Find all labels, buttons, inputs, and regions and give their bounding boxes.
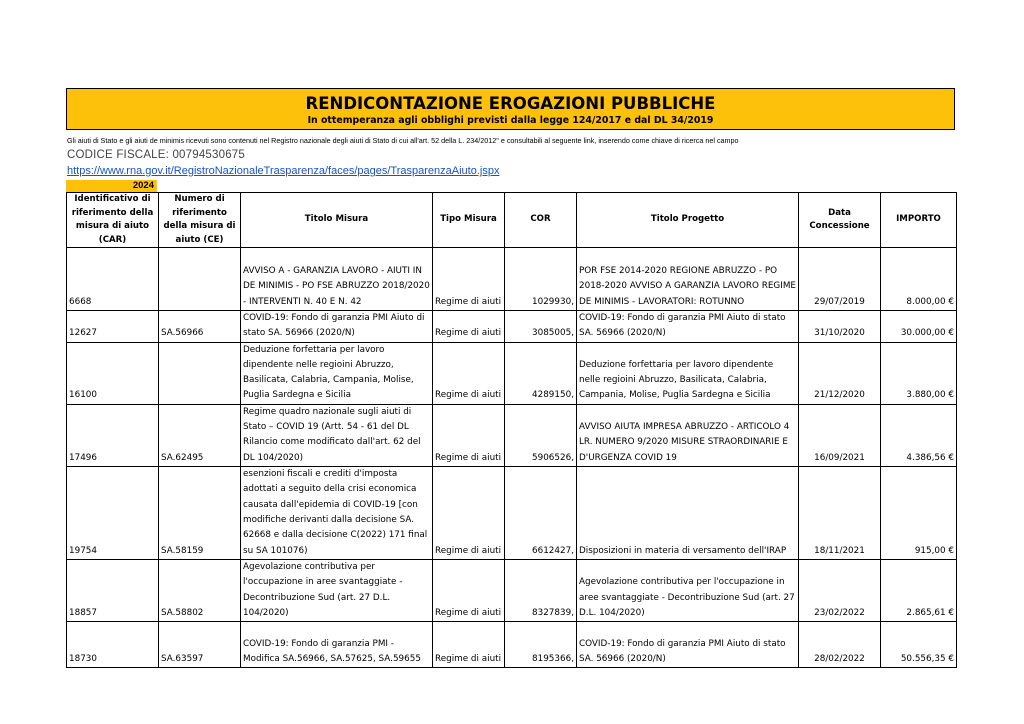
- column-header-tipo-misura: Tipo Misura: [433, 193, 505, 248]
- tipo-misura-cell: Regime di aiuti: [433, 342, 505, 404]
- table-row: [67, 342, 957, 404]
- registry-note: Gli aiuti di Stato e gli aiuti de minimis ricevuti sono contenuti nel Registro nazionale degli aiuti di Stato di cui all'art. 52 della L. 234/2012" e consultabili al seguente link, inserendo come chiave di ricerca nel campo: [67, 136, 739, 145]
- titolo-misura-cell: COVID-19: Fondo di garanzia PMI - Modifica SA.56966, SA.57625, SA.59655: [241, 622, 433, 668]
- column-header-ce: Numero di riferimento della misura di aiuto (CE): [159, 193, 241, 248]
- cor-cell: 3085005,: [505, 311, 577, 343]
- cor-cell: 5906526,: [505, 404, 577, 466]
- importo-cell: 915,00 €: [881, 466, 957, 559]
- column-header-importo: IMPORTO: [881, 193, 957, 248]
- car-cell: 16100: [67, 342, 159, 404]
- table-body: [67, 248, 957, 668]
- cor-cell: 8195366,: [505, 622, 577, 668]
- ce-cell: [159, 248, 241, 311]
- data-concessione-cell: 18/11/2021: [799, 466, 881, 559]
- table-header-row: [67, 193, 957, 248]
- table-row: [67, 559, 957, 621]
- titolo-progetto-cell: COVID-19: Fondo di garanzia PMI Aiuto di stato SA. 56966 (2020/N): [577, 311, 799, 343]
- importo-cell: 8.000,00 €: [881, 248, 957, 311]
- importo-cell: 3.880,00 €: [881, 342, 957, 404]
- tipo-misura-cell: Regime di aiuti: [433, 466, 505, 559]
- data-concessione-cell: 23/02/2022: [799, 559, 881, 621]
- titolo-misura-cell: COVID-19: Fondo di garanzia PMI Aiuto di stato SA. 56966 (2020/N): [241, 311, 433, 343]
- table-row: [67, 248, 957, 311]
- table-row: [67, 622, 957, 668]
- fiscal-code: CODICE FISCALE: 00794530675: [67, 149, 245, 161]
- titolo-progetto-cell: COVID-19: Fondo di garanzia PMI Aiuto di stato SA. 56966 (2020/N): [577, 622, 799, 668]
- page-subtitle: In ottemperanza agli obblighi previsti dalla legge 124/2017 e dal DL 34/2019: [307, 115, 714, 126]
- titolo-progetto-cell: POR FSE 2014-2020 REGIONE ABRUZZO - PO 2018-2020 AVVISO A GARANZIA LAVORO REGIME DE MINIMIS - LAVORATORI: ROTUNNO: [577, 248, 799, 311]
- data-concessione-cell: 16/09/2021: [799, 404, 881, 466]
- column-header-titolo-progetto: Titolo Progetto: [577, 193, 799, 248]
- tipo-misura-cell: Regime di aiuti: [433, 559, 505, 621]
- ce-cell: SA.58159: [159, 466, 241, 559]
- ce-cell: SA.56966: [159, 311, 241, 343]
- table-row: [67, 466, 957, 559]
- tipo-misura-cell: Regime di aiuti: [433, 248, 505, 311]
- ce-cell: SA.63597: [159, 622, 241, 668]
- year-label: 2024: [66, 180, 157, 192]
- ce-cell: [159, 342, 241, 404]
- cor-cell: 4289150,: [505, 342, 577, 404]
- data-concessione-cell: 21/12/2020: [799, 342, 881, 404]
- grants-table: [66, 192, 957, 668]
- titolo-misura-cell: Agevolazione contributiva per l'occupazione in aree svantaggiate - Decontribuzione Sud (art. 27 D.L. 104/2020): [241, 559, 433, 621]
- cor-cell: 6612427,: [505, 466, 577, 559]
- rna-registry-link[interactable]: https://www.rna.gov.it/RegistroNazionaleTrasparenza/faces/pages/TrasparenzaAiuto.jspx: [67, 165, 500, 177]
- page-title: RENDICONTAZIONE EROGAZIONI PUBBLICHE: [305, 94, 716, 113]
- car-cell: 19754: [67, 466, 159, 559]
- tipo-misura-cell: Regime di aiuti: [433, 404, 505, 466]
- cor-cell: 1029930,: [505, 248, 577, 311]
- tipo-misura-cell: Regime di aiuti: [433, 622, 505, 668]
- titolo-misura-cell: esenzioni fiscali e crediti d'imposta adottati a seguito della crisi economica causata dall'epidemia di COVID-19 [con modifiche derivanti dalla decisione SA. 62668 e dalla decisione C(2022) 171 final su SA 101076): [241, 466, 433, 559]
- car-cell: 12627: [67, 311, 159, 343]
- data-concessione-cell: 31/10/2020: [799, 311, 881, 343]
- cor-cell: 8327839,: [505, 559, 577, 621]
- importo-cell: 4.386,56 €: [881, 404, 957, 466]
- importo-cell: 50.556,35 €: [881, 622, 957, 668]
- titolo-misura-cell: AVVISO A - GARANZIA LAVORO - AIUTI IN DE MINIMIS - PO FSE ABRUZZO 2018/2020 - INTERVENTI N. 40 E N. 42: [241, 248, 433, 311]
- title-banner: [66, 88, 955, 130]
- column-header-titolo-misura: Titolo Misura: [241, 193, 433, 248]
- car-cell: 6668: [67, 248, 159, 311]
- car-cell: 18857: [67, 559, 159, 621]
- column-header-data-concessione: Data Concessione: [799, 193, 881, 248]
- table-row: [67, 404, 957, 466]
- data-concessione-cell: 28/02/2022: [799, 622, 881, 668]
- titolo-misura-cell: Deduzione forfettaria per lavoro dipendente nelle regioini Abruzzo, Basilicata, Calabria, Campania, Molise, Puglia Sardegna e Sicilia: [241, 342, 433, 404]
- importo-cell: 30.000,00 €: [881, 311, 957, 343]
- importo-cell: 2.865,61 €: [881, 559, 957, 621]
- titolo-progetto-cell: Deduzione forfettaria per lavoro dipendente nelle regioini Abruzzo, Basilicata, Calabria, Campania, Molise, Puglia Sardegna e Sicilia: [577, 342, 799, 404]
- tipo-misura-cell: Regime di aiuti: [433, 311, 505, 343]
- column-header-cor: COR: [505, 193, 577, 248]
- column-header-car: Identificativo di riferimento della misura di aiuto (CAR): [67, 193, 159, 248]
- data-concessione-cell: 29/07/2019: [799, 248, 881, 311]
- titolo-progetto-cell: AVVISO AIUTA IMPRESA ABRUZZO - ARTICOLO 4 LR. NUMERO 9/2020 MISURE STRAORDINARIE E D'URGENZA COVID 19: [577, 404, 799, 466]
- titolo-misura-cell: Regime quadro nazionale sugli aiuti di Stato – COVID 19 (Artt. 54 - 61 del DL Rilancio come modificato dall'art. 62 del DL 104/2020): [241, 404, 433, 466]
- car-cell: 17496: [67, 404, 159, 466]
- titolo-progetto-cell: Agevolazione contributiva per l'occupazione in aree svantaggiate - Decontribuzione Sud (art. 27 D.L. 104/2020): [577, 559, 799, 621]
- car-cell: 18730: [67, 622, 159, 668]
- table-row: [67, 311, 957, 343]
- titolo-progetto-cell: Disposizioni in materia di versamento dell'IRAP: [577, 466, 799, 559]
- ce-cell: SA.62495: [159, 404, 241, 466]
- ce-cell: SA.58802: [159, 559, 241, 621]
